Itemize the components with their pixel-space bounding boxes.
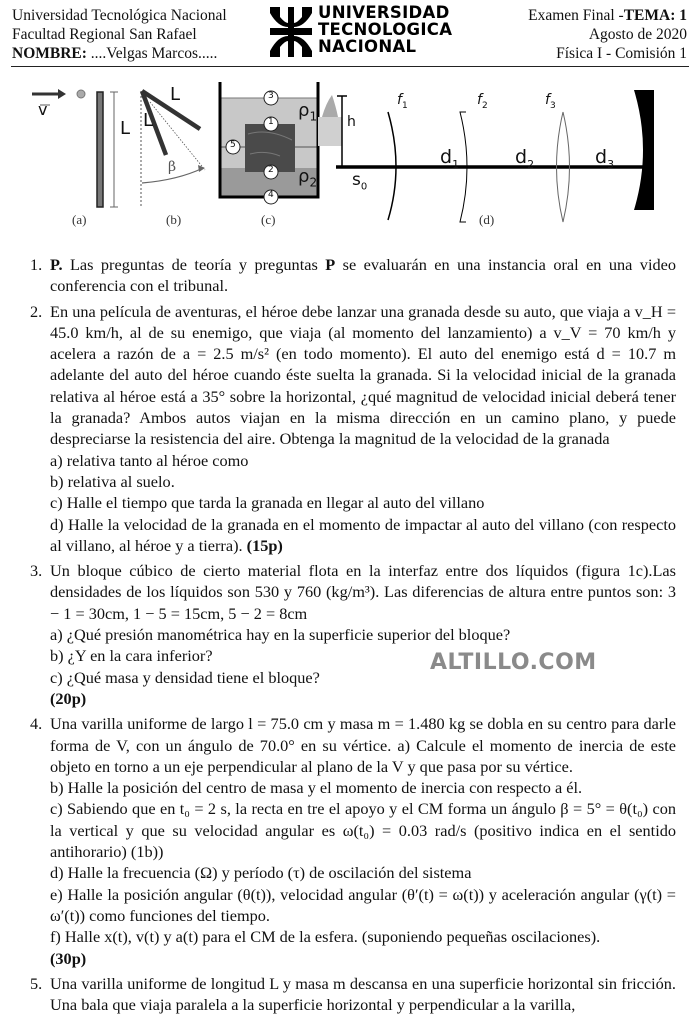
fig-d-d2: [515, 146, 534, 171]
concave-mirror: [634, 90, 654, 210]
question-text: En una película de aventuras, el héroe debe lanzar una granada desde su auto, que viaja a v_H = 45.0 km/h, al de su enemigo, que viaja (al momento del lanzamiento) a v_V = 70 km/h y acelera a razón de a = 2.5 m/s² (en todo momento). El auto del enemigo está d = 10.7 m adelante del auto del héroe cuando éste suelta la granada. Si la velocidad inicial de la granada relativa al héroe está a 35° sobre la horizontal, ¿qué magnitud de velocidad inicial deberá tener la granada? Ambos autos viajan en la misma dirección en un camino plano, y puede despreciarse la resistencia del aire. Obtenga la magnitud de la velocidad de la granada: [50, 301, 676, 449]
f3-symbol: f: [545, 92, 550, 108]
header-right: [528, 6, 687, 63]
question-list: [0, 254, 700, 1019]
sub-question-e: e) Halle la posición angular (θ(t)), velocidad angular (θ′(t) = ω(t)) y aceleración angular (γ(t) = ω′(t)) como funciones del tiempo.: [50, 884, 676, 925]
question-number: 5.: [30, 973, 43, 993]
points: (30p): [50, 948, 87, 968]
text-part-1: Las preguntas de teoría y preguntas: [62, 255, 326, 274]
university-name: Universidad Tecnológica Nacional: [12, 7, 227, 24]
fig-c-point-5: 5: [230, 140, 236, 150]
logo-line-1: UNIVERSIDAD: [318, 3, 450, 22]
fig-c-point-3: 3: [268, 91, 274, 101]
question-number: 1.: [30, 255, 43, 274]
name-value: ....Velgas Marcos.....: [90, 45, 218, 62]
rho1-symbol: ρ: [298, 100, 310, 121]
question-text: Una varilla uniforme de longitud L y masa m descansa en una superficie horizontal sin fricción. Una bala que viaja paralela a la superficie horizontal y perpendicular a la varilla,: [50, 973, 676, 1015]
sub-question-a: a) ¿Qué presión manométrica hay en la superficie superior del bloque?: [50, 625, 511, 645]
sub-question-c: c) ¿Qué masa y densidad tiene el bloque?: [50, 667, 320, 687]
name-label: NOMBRE:: [12, 45, 87, 62]
sub-question-d: d) Halle la frecuencia (Ω) y período (τ) de oscilación del sistema: [50, 863, 472, 883]
question-2: [0, 301, 700, 557]
fig-d-h: h: [347, 114, 356, 130]
question-number: 3.: [30, 561, 43, 581]
fig-c-rho2: [298, 166, 317, 190]
sub-question-c: c) Sabiendo que en t₀ = 2 s, la recta en tre el apoyo y el CM forma un ángulo β = 5° = θ(t₀) con la vertical y que su velocidad angular es ω(t₀) = 0.03 rad/s (positivo indica en el sentido antihorario) (1b)): [50, 799, 676, 862]
velocity-arrow-head-icon: [58, 89, 66, 99]
question-1: [0, 254, 700, 297]
faculty-name: Facultad Regional San Rafael: [12, 26, 197, 43]
course-name: Física I - Comisión 1: [556, 45, 687, 62]
f2-symbol: f: [477, 92, 482, 108]
question-4: [0, 713, 700, 969]
d3-sub: 3: [607, 157, 615, 171]
caption-d: (d): [479, 212, 495, 227]
figures-row: [0, 70, 700, 240]
fig-d-f1: [397, 92, 408, 111]
utn-emblem-icon: [268, 7, 314, 57]
fig-c-point-2: 2: [268, 165, 274, 175]
rho2-sub: 2: [309, 175, 318, 190]
question-text: Una varilla uniforme de largo l = 75.0 cm y masa m = 1.480 kg se dobla en su centro para darle forma de V, con un ángulo de 70.0° en su vértice. a) Calcule el momento de inercia de este objeto en torno a un eje perpendicular al plano de la V y que pasa por su vértice.: [50, 714, 676, 776]
text-part-2: se evaluarán en una instancia oral en una video conferencia con el tribunal.: [50, 255, 676, 296]
rho2-symbol: ρ: [298, 166, 310, 187]
d1-symbol: d: [440, 146, 453, 168]
header-divider: [11, 66, 689, 67]
fig-d-d1: [440, 146, 459, 171]
fig-c-rho1: [298, 100, 317, 124]
sub-question-b: b) Halle la posición del centro de masa y el momento de inercia con respecto a él.: [50, 778, 583, 798]
d2-sub: 2: [527, 157, 535, 171]
bold-lead: P.: [50, 255, 63, 274]
fig-c-point-4: 4: [268, 190, 274, 200]
f1-symbol: f: [397, 92, 402, 108]
bold-mid: P: [325, 255, 336, 274]
exam-date: Agosto de 2020: [588, 26, 687, 43]
f3-sub: 3: [549, 100, 556, 111]
fig-d-d3: [595, 146, 614, 171]
student-name-line: [12, 44, 227, 63]
question-number: 4.: [30, 714, 43, 734]
exam-label: Examen Final -: [528, 7, 624, 24]
exam-title: [528, 6, 687, 25]
fig-d-f2: [477, 92, 488, 111]
s0-symbol: s: [352, 170, 361, 190]
question-3: [0, 560, 700, 709]
candle: [318, 117, 342, 146]
fig-b-l2-label: L: [170, 84, 181, 105]
rod: [97, 92, 103, 207]
rho1-sub: 1: [309, 109, 318, 124]
logo-line-3: NACIONAL: [318, 37, 417, 56]
points: (20p): [50, 688, 87, 708]
sub-question-c: c) Halle el tiempo que tarda la granada en llegar al auto del villano: [50, 493, 485, 513]
fig-c-point-1: 1: [268, 117, 274, 127]
f1-sub: 1: [401, 100, 408, 111]
question-text: [50, 254, 676, 297]
bullet-icon: [77, 90, 85, 98]
watermark: ALTILLO.COM: [430, 650, 597, 675]
figure-c: [220, 82, 342, 204]
caption-a: (a): [72, 212, 87, 227]
f2-sub: 2: [481, 100, 488, 111]
d3-symbol: d: [595, 146, 608, 168]
sub-question-f: f) Halle x(t), v(t) y a(t) para el CM de la esfera. (suponiendo pequeñas oscilaciones).: [50, 927, 601, 947]
caption-b: (b): [166, 212, 182, 227]
logo-text: [318, 4, 452, 55]
fig-b-angle-label: β: [168, 159, 177, 175]
sub-question-d: [50, 514, 676, 557]
fig-a-length-label: L: [120, 118, 131, 139]
fig-d-f3: [545, 92, 556, 111]
fig-a-vector-label: v: [38, 100, 48, 119]
sub-question-a: a) relativa tanto al héroe como: [50, 450, 249, 470]
utn-logo: [268, 4, 468, 60]
sub-question-b: b) ¿Y en la cara inferior?: [50, 646, 213, 666]
header-left: [12, 6, 227, 63]
fig-d-s0: [352, 170, 367, 192]
question-5: [0, 973, 700, 1016]
d1-sub: 1: [452, 157, 460, 171]
points: (15p): [246, 535, 283, 555]
question-text: Un bloque cúbico de cierto material flota en la interfaz entre dos líquidos (figura 1c).Las densidades de los líquidos son 530 y 760 (kg/m³). Las diferencias de altura entre puntos son: 3 − 1 = 30cm, 1 − 5 = 15cm, 5 − 2 = 8cm: [50, 561, 676, 623]
exam-tema: TEMA: 1: [623, 7, 687, 24]
question-number: 2.: [30, 301, 43, 321]
logo-line-2: TECNOLOGICA: [318, 20, 453, 39]
sub-question-b: b) relativa al suelo.: [50, 471, 175, 491]
d2-symbol: d: [515, 146, 528, 168]
caption-c: (c): [261, 212, 276, 227]
flame-icon: [322, 95, 338, 117]
s0-sub: 0: [360, 181, 368, 193]
figure-b: [141, 91, 205, 208]
sub-question-d-text: d) Halle la velocidad de la granada en el momento de impactar al auto del villano (con respecto al villano, al héroe y a tierra).: [50, 514, 676, 555]
fig-b-l1-label: L: [143, 110, 154, 131]
